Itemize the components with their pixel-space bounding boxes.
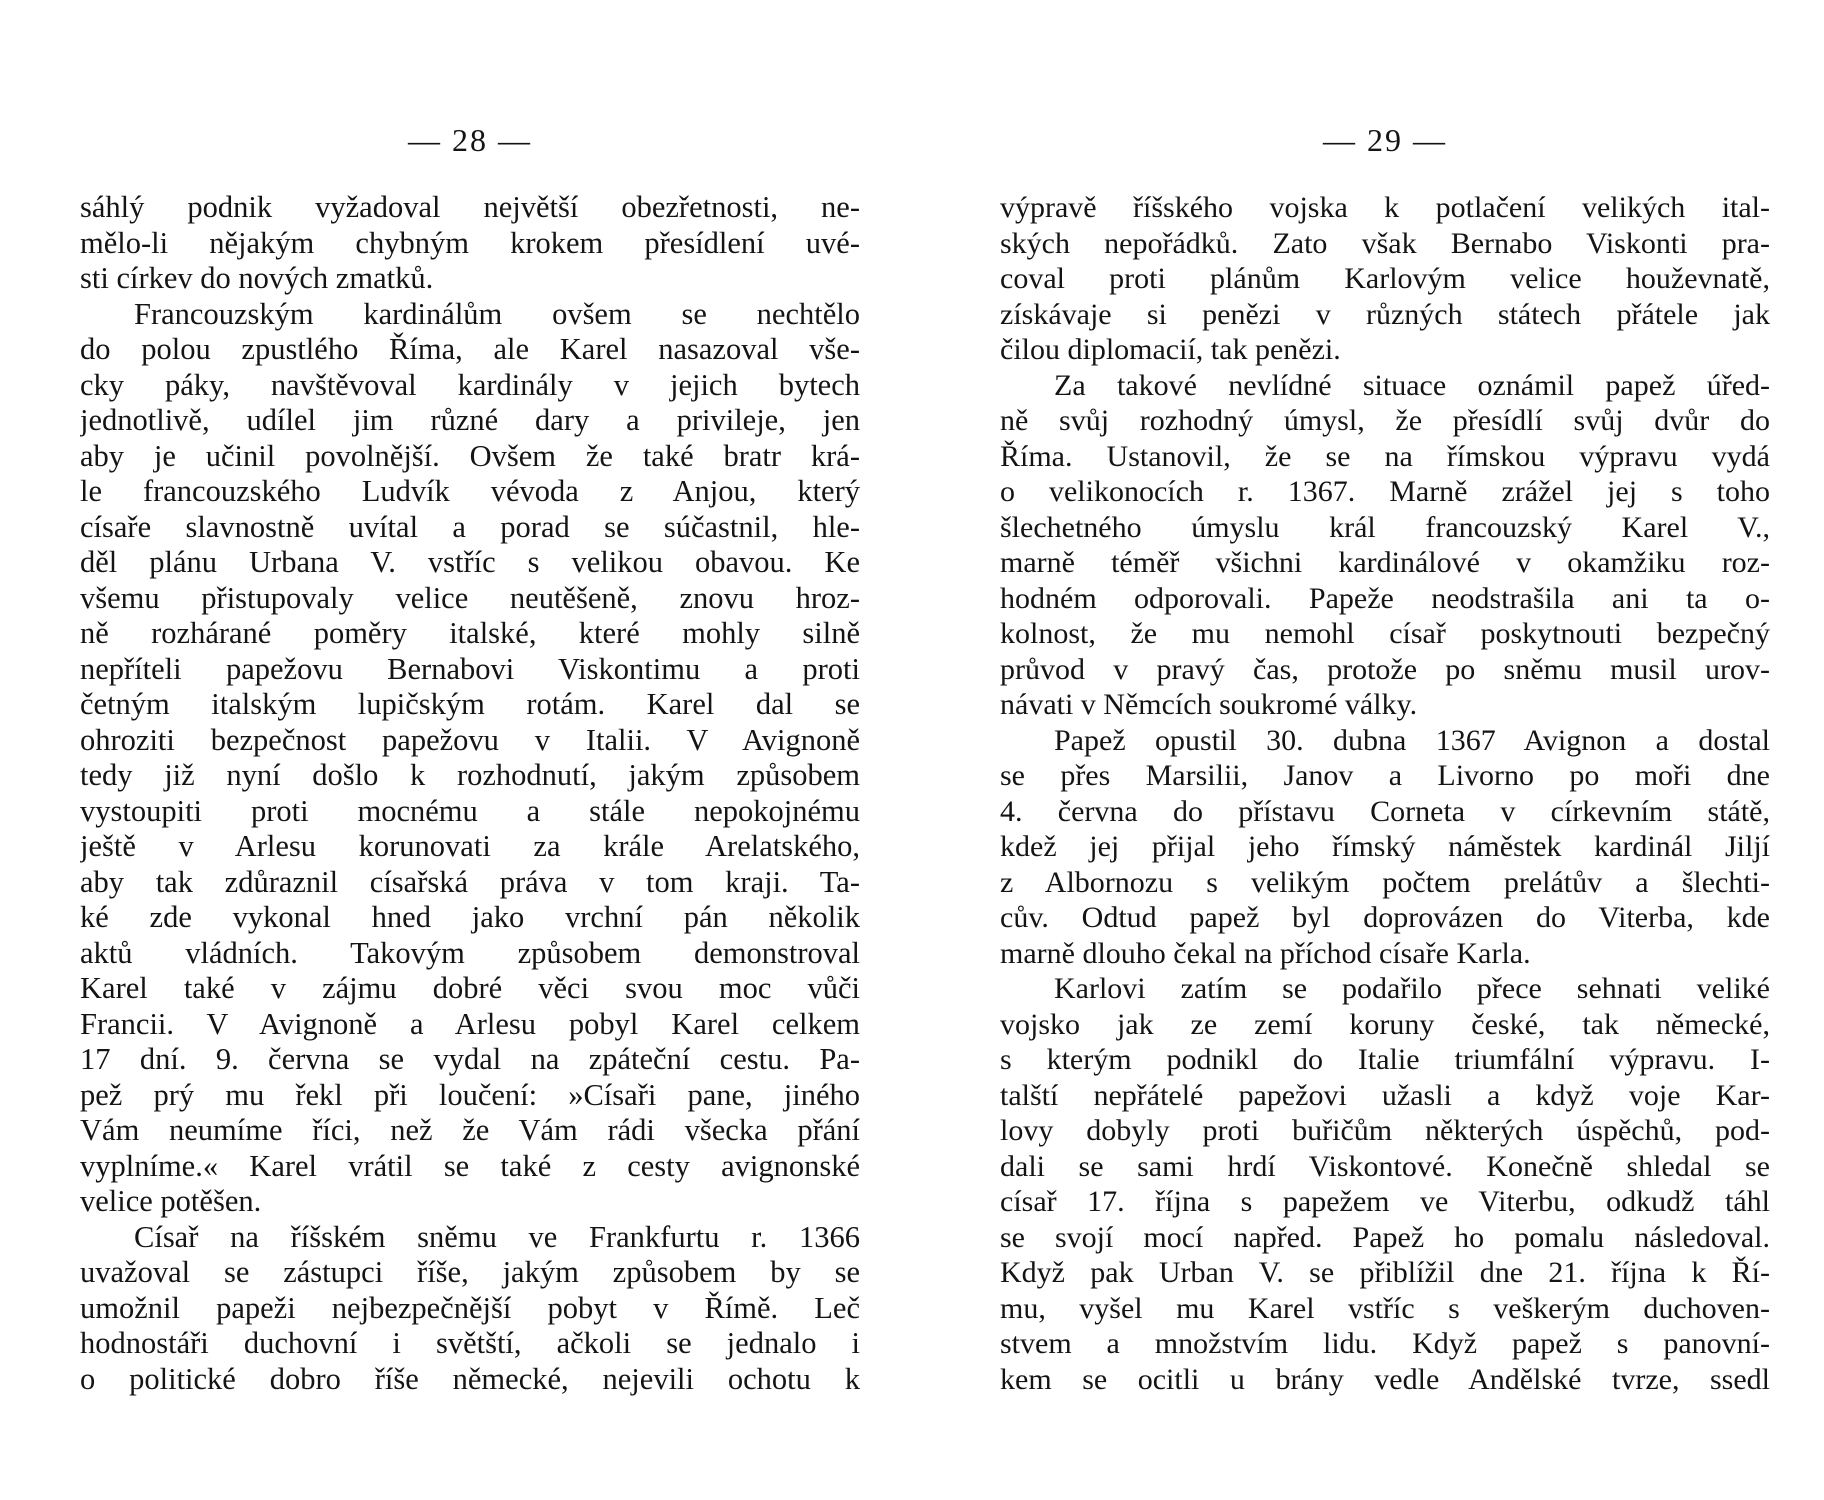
text-line: ještě v Arlesu korunovati za krále Arelatského, (80, 829, 860, 863)
text-line: kolnost, že mu nemohl císař poskytnouti bezpečný (1000, 617, 1770, 650)
text-line: hodnostáři duchovní i světští, ačkoli se jednalo i (80, 1326, 860, 1360)
text-line: kdež jej přijal jeho římský náměstek kardinál Jiljí (1000, 830, 1770, 863)
left-page (80, 0, 860, 1500)
text-line: tedy již nyní došlo k rozhodnutí, jakým způsobem (80, 758, 860, 792)
text-line: děl plánu Urbana V. vstříc s velikou obavou. Ke (80, 545, 860, 579)
text-line: se přes Marsilii, Janov a Livorno po moři dne (1000, 759, 1770, 792)
text-line: dali se sami hrdí Viskontové. Konečně shledal se (1000, 1149, 1770, 1183)
text-line: cův. Odtud papež byl doprovázen do Viterba, kde (1000, 901, 1770, 934)
text-line: ké zde vykonal hned jako vrchní pán několik (80, 900, 860, 934)
text-line: výpravě říšského vojska k potlačení velikých ital- (1000, 191, 1770, 224)
text-line: ně rozhárané poměry italské, které mohly silně (80, 616, 860, 650)
text-line: s kterým podnikl do Italie triumfální výpravu. I- (1000, 1043, 1770, 1076)
text-line: Císař na říšském sněmu ve Frankfurtu r. 1366 (134, 1219, 860, 1254)
text-line: le francouzského Ludvík vévoda z Anjou, který (80, 474, 860, 508)
text-line: kem se ocitli u brány vedle Andělské tvrze, ssedl (1000, 1362, 1770, 1396)
text-line: ohroziti bezpečnost papežovu v Italii. V Avignoně (80, 722, 860, 757)
page-text (1000, 190, 1770, 1397)
text-line: hodném odporovali. Papeže neodstrašila ani ta o- (1000, 581, 1770, 615)
text-line: četným italským lupičským rotám. Karel dal se (80, 687, 860, 721)
text-line: aby je učinil povolnější. Ovšem že také bratr krá- (80, 438, 860, 473)
text-line: mu, vyšel mu Karel vstříc s veškerým duchoven- (1000, 1291, 1770, 1325)
text-line: pež prý mu řekl při loučení: »Císaři pane, jiného (80, 1077, 860, 1112)
text-line: průvod v pravý čas, protože po sněmu musil urov- (1000, 652, 1770, 686)
text-line: Karel také v zájmu dobré věci svou moc vůči (80, 971, 860, 1005)
text-line: sti církev do nových zmatků. (80, 261, 434, 295)
text-line: získávaje si penězi v různých státech přátele jak (1000, 297, 1770, 331)
text-line: se svojí mocí napřed. Papež ho pomalu následoval. (1000, 1220, 1770, 1254)
text-line: císaře slavnostně uvítal a porad se súčastnil, hle- (80, 509, 860, 544)
right-page (1000, 0, 1770, 1500)
page-number: — 28 — (408, 122, 532, 158)
text-line: umožnil papeži nejbezpečnější pobyt v Římě. Leč (80, 1290, 860, 1325)
text-line: Papež opustil 30. dubna 1367 Avignon a dostal (1054, 723, 1770, 757)
text-line: vystoupiti proti mocnému a stále nepokojnému (80, 793, 860, 828)
text-line: uvažoval se zástupci říše, jakým způsobem by se (80, 1255, 860, 1289)
text-line: čilou diplomacií, tak penězi. (1000, 333, 1341, 366)
text-line: o velikonocích r. 1367. Marně zrážel jej s toho (1000, 475, 1770, 508)
text-line: coval proti plánům Karlovým velice houževnatě, (1000, 262, 1770, 295)
text-line: o politické dobro říše německé, nejevili ochotu k (80, 1361, 860, 1396)
text-line: 17 dní. 9. června se vydal na zpáteční cestu. Pa- (80, 1042, 860, 1076)
text-line: Vám neumíme říci, než že Vám rádi všecka přání (80, 1113, 860, 1147)
text-line: Francouzským kardinálům ovšem se nechtělo (134, 296, 860, 331)
text-line: marně téměř všichni kardinálové v okamžiku roz- (1000, 546, 1770, 579)
page-text (80, 190, 860, 1397)
text-line: stvem a množstvím lidu. Když papež s panovní- (1000, 1327, 1770, 1360)
text-line: nepříteli papežovu Bernabovi Viskontimu a proti (80, 651, 860, 686)
text-line: vojsko jak ze zemí koruny české, tak německé, (1000, 1007, 1770, 1041)
text-line: z Albornozu s velikým počtem prelátův a šlechti- (1000, 865, 1770, 899)
text-line: vyplníme.« Karel vrátil se také z cesty avignonské (80, 1148, 860, 1183)
text-line: lovy dobyly proti buřičům některých úspěchů, pod- (1000, 1114, 1770, 1147)
text-line: velice potěšen. (80, 1184, 262, 1218)
text-line: marně dlouho čekal na příchod císaře Karla. (1000, 936, 1531, 970)
text-line: mělo-li nějakým chybným krokem přesídlení uvé- (80, 225, 860, 260)
text-line: Karlovi zatím se podařilo přece sehnati veliké (1054, 972, 1770, 1005)
text-line: talští nepřátelé papežovi užasli a když voje Kar- (1000, 1078, 1770, 1112)
text-line: jednotlivě, udílel jim různé dary a privileje, jen (80, 403, 860, 437)
text-line: ských nepořádků. Zato však Bernabo Viskonti pra- (1000, 226, 1770, 260)
text-line: 4. června do přístavu Corneta v církevním státě, (1000, 794, 1770, 828)
text-line: návati v Němcích soukromé války. (1000, 688, 1418, 721)
text-line: šlechetného úmyslu král francouzský Karel V., (1000, 510, 1770, 544)
text-line: Když pak Urban V. se přiblížil dne 21. října k Ří- (1000, 1256, 1770, 1289)
text-line: všemu přistupovaly velice neutěšeně, znovu hroz- (80, 580, 860, 615)
page-number: — 29 — (1323, 122, 1447, 158)
text-line: aby tak zdůraznil císařská práva v tom kraji. Ta- (80, 864, 860, 899)
text-line: Za takové nevlídné situace oznámil papež úřed- (1054, 368, 1770, 402)
text-line: Říma. Ustanovil, že se na římskou výpravu vydá (1000, 439, 1770, 473)
text-line: sáhlý podnik vyžadoval největší obezřetnosti, ne- (80, 190, 860, 224)
text-line: do polou zpustlého Říma, ale Karel nasazoval vše- (80, 332, 860, 366)
text-line: císař 17. října s papežem ve Viterbu, odkudž táhl (1000, 1185, 1770, 1218)
text-line: ně svůj rozhodný úmysl, že přesídlí svůj dvůr do (1000, 404, 1770, 437)
text-line: aktů vládních. Takovým způsobem demonstroval (80, 935, 860, 970)
text-line: cky páky, navštěvoval kardinály v jejich bytech (80, 367, 860, 402)
text-line: Francii. V Avignoně a Arlesu pobyl Karel celkem (80, 1006, 860, 1041)
